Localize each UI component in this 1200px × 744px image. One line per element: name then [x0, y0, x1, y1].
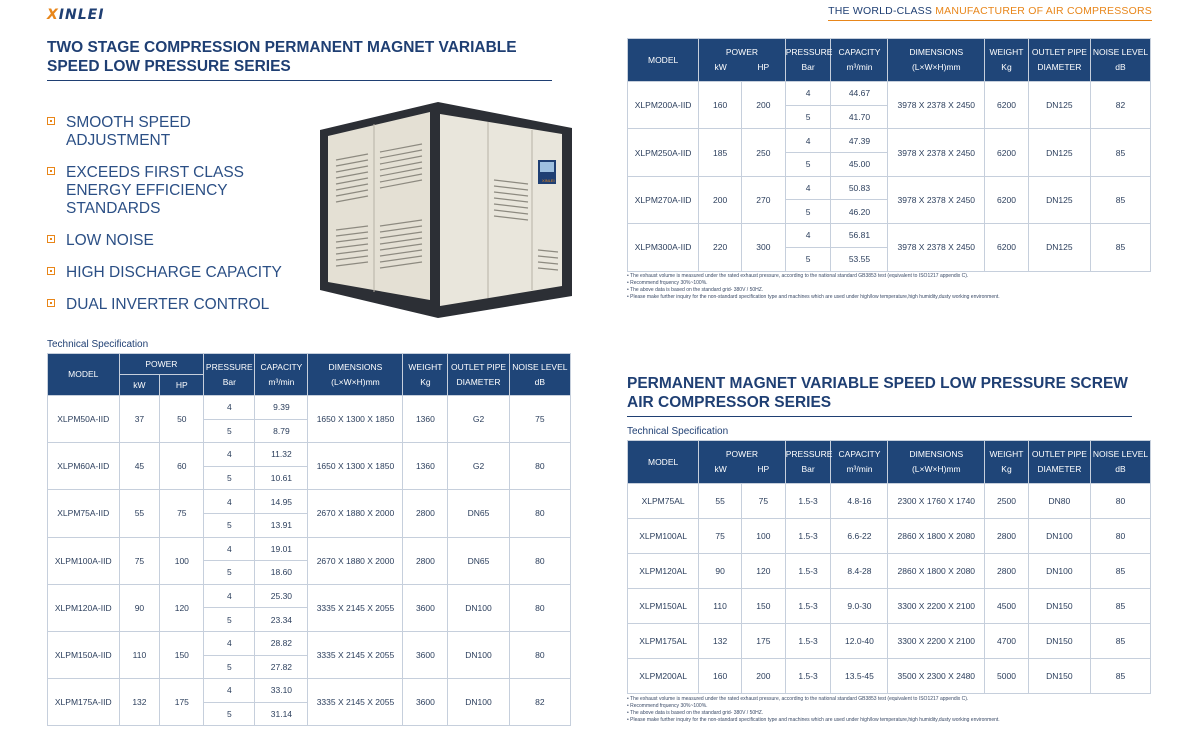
capacity-cell: 47.39	[831, 129, 888, 153]
noise-cell: 82	[1090, 82, 1150, 129]
outlet-cell: DN125	[1028, 82, 1090, 129]
col-model: MODEL	[628, 39, 699, 82]
hp-cell: 175	[160, 679, 204, 726]
noise-cell: 80	[509, 631, 570, 678]
hp-cell: 200	[741, 82, 785, 129]
capacity-cell: 11.32	[255, 443, 308, 467]
col-weight: WEIGHT Kg	[403, 354, 448, 396]
dimensions-cell: 2670 X 1880 X 2000	[308, 537, 403, 584]
table-row	[628, 589, 1151, 624]
pressure-cell: 5	[204, 608, 255, 632]
pressure-cell: 4	[785, 224, 831, 248]
noise-cell: 85	[1090, 624, 1150, 659]
model-cell: XLPM200A-IID	[628, 82, 699, 129]
noise-cell: 85	[1090, 659, 1150, 694]
pressure-cell: 5	[785, 247, 831, 271]
hp-cell: 150	[160, 631, 204, 678]
hp-cell: 200	[741, 659, 785, 694]
col-noise: NOISE LEVEL dB	[1090, 441, 1150, 484]
noise-cell: 85	[1090, 554, 1150, 589]
pressure-cell: 5	[204, 466, 255, 490]
pressure-cell: 5	[785, 153, 831, 177]
model-cell: XLPM175A-IID	[48, 679, 120, 726]
feature-item: LOW NOISE	[47, 232, 297, 250]
hp-cell: 300	[741, 224, 785, 271]
capacity-cell: 6.6-22	[831, 519, 888, 554]
col-pressure: PRESSURE Bar	[785, 441, 831, 484]
capacity-cell: 33.10	[255, 679, 308, 703]
weight-cell: 6200	[985, 176, 1029, 223]
noise-cell: 85	[1090, 176, 1150, 223]
col-power: POWER kW HP	[699, 441, 785, 484]
hp-cell: 50	[160, 396, 204, 443]
dims-cell: 2860 X 1800 X 2080	[888, 519, 985, 554]
capacity-cell: 14.95	[255, 490, 308, 514]
dimensions-cell: 3335 X 2145 X 2055	[308, 584, 403, 631]
dimensions-cell: 1650 X 1300 X 1850	[308, 443, 403, 490]
weight-cell: 2800	[985, 519, 1029, 554]
section1-title: TWO STAGE COMPRESSION PERMANENT MAGNET VARIABLE SPEED LOW PRESSURE SERIES	[47, 38, 552, 81]
model-cell: XLPM270A-IID	[628, 176, 699, 223]
pressure-cell: 1.5-3	[785, 554, 831, 589]
capacity-cell: 19.01	[255, 537, 308, 561]
dimensions-cell: 1650 X 1300 X 1850	[308, 396, 403, 443]
weight-cell: 2800	[403, 490, 448, 537]
section2-title: PERMANENT MAGNET VARIABLE SPEED LOW PRESSURE SCREW AIR COMPRESSOR SERIES	[627, 374, 1132, 417]
dims-cell: 2300 X 1760 X 1740	[888, 484, 985, 519]
pressure-cell: 4	[785, 176, 831, 200]
weight-cell: 6200	[985, 82, 1029, 129]
dimensions-cell: 3335 X 2145 X 2055	[308, 631, 403, 678]
noise-cell: 75	[509, 396, 570, 443]
hp-cell: 250	[741, 129, 785, 176]
capacity-cell: 41.70	[831, 105, 888, 129]
table-row	[48, 443, 571, 467]
noise-cell: 80	[509, 490, 570, 537]
col-model: MODEL	[48, 354, 120, 396]
pressure-cell: 4	[785, 129, 831, 153]
kw-cell: 45	[119, 443, 160, 490]
hp-cell: 120	[160, 584, 204, 631]
weight-cell: 4500	[985, 589, 1029, 624]
col-capacity: CAPACITY m³/min	[255, 354, 308, 396]
svg-text:XINLEI: XINLEI	[542, 178, 555, 183]
table-row	[628, 554, 1151, 589]
capacity-cell: 18.60	[255, 561, 308, 585]
col-hp: HP	[160, 375, 204, 396]
hp-cell: 75	[741, 484, 785, 519]
table-row	[48, 631, 571, 655]
col-capacity: CAPACITY m³/min	[831, 441, 888, 484]
dims-cell: 3300 X 2200 X 2100	[888, 589, 985, 624]
col-noise: NOISE LEVEL dB	[1090, 39, 1150, 82]
feature-item: HIGH DISCHARGE CAPACITY	[47, 264, 297, 282]
col-model: MODEL	[628, 441, 699, 484]
col-outlet: OUTLET PIPE DIAMETER	[1028, 39, 1090, 82]
outlet-cell: DN100	[448, 679, 509, 726]
bullet-icon	[47, 167, 55, 175]
col-power: POWER	[119, 354, 204, 375]
feature-list	[47, 110, 297, 314]
weight-cell: 2800	[403, 537, 448, 584]
outlet-cell: DN125	[1028, 129, 1090, 176]
pressure-cell: 1.5-3	[785, 519, 831, 554]
table-row	[48, 679, 571, 703]
dimensions-cell: 3978 X 2378 X 2450	[888, 176, 985, 223]
capacity-cell: 9.0-30	[831, 589, 888, 624]
outlet-cell: DN80	[1028, 484, 1090, 519]
dimensions-cell: 3335 X 2145 X 2055	[308, 679, 403, 726]
col-outlet: OUTLET PIPE DIAMETER	[1028, 441, 1090, 484]
outlet-cell: DN125	[1028, 224, 1090, 271]
capacity-cell: 9.39	[255, 396, 308, 420]
noise-cell: 80	[1090, 484, 1150, 519]
model-cell: XLPM120AL	[628, 554, 699, 589]
kw-cell: 90	[699, 554, 742, 589]
pressure-cell: 5	[204, 702, 255, 726]
hp-cell: 100	[741, 519, 785, 554]
weight-cell: 3600	[403, 679, 448, 726]
pressure-cell: 5	[204, 513, 255, 537]
hp-cell: 120	[741, 554, 785, 589]
spec-table-two-stage-large	[627, 38, 1151, 272]
kw-cell: 160	[699, 659, 742, 694]
kw-cell: 185	[699, 129, 742, 176]
hp-cell: 150	[741, 589, 785, 624]
bullet-icon	[47, 267, 55, 275]
noise-cell: 80	[1090, 519, 1150, 554]
pressure-cell: 4	[785, 82, 831, 106]
pressure-cell: 1.5-3	[785, 484, 831, 519]
col-pressure: PRESSURE Bar	[785, 39, 831, 82]
outlet-cell: DN65	[448, 537, 509, 584]
model-cell: XLPM150AL	[628, 589, 699, 624]
pressure-cell: 5	[785, 105, 831, 129]
outlet-cell: DN150	[1028, 624, 1090, 659]
outlet-cell: DN125	[1028, 176, 1090, 223]
weight-cell: 5000	[985, 659, 1029, 694]
weight-cell: 3600	[403, 584, 448, 631]
col-outlet: OUTLET PIPE DIAMETER	[448, 354, 509, 396]
weight-cell: 2800	[985, 554, 1029, 589]
bullet-icon	[47, 299, 55, 307]
pressure-cell: 1.5-3	[785, 624, 831, 659]
col-weight: WEIGHT Kg	[985, 39, 1029, 82]
outlet-cell: DN100	[1028, 519, 1090, 554]
outlet-cell: DN100	[448, 631, 509, 678]
weight-cell: 6200	[985, 129, 1029, 176]
noise-cell: 85	[1090, 589, 1150, 624]
capacity-cell: 28.82	[255, 631, 308, 655]
notes-bottom: • The exhaust volume is measured under the rated exhaust pressure, according to the national standard GB3853 test (equivalent to ISO1217 appendix C). • Recommend frquency 30%~100%. • The above data is based on the standard grid- 380V / 50HZ. • Please make further inquiry for the non-standard specification type and machines which are used under high/low temperature,high humidity,dusty working environment.	[627, 696, 1000, 723]
table-row	[628, 82, 1151, 106]
model-cell: XLPM50A-IID	[48, 396, 120, 443]
noise-cell: 80	[509, 537, 570, 584]
dimensions-cell: 3978 X 2378 X 2450	[888, 129, 985, 176]
model-cell: XLPM60A-IID	[48, 443, 120, 490]
kw-cell: 55	[699, 484, 742, 519]
table-row	[48, 396, 571, 420]
table-row	[628, 624, 1151, 659]
capacity-cell: 46.20	[831, 200, 888, 224]
noise-cell: 80	[509, 443, 570, 490]
feature-item: SMOOTH SPEED ADJUSTMENT	[47, 114, 297, 150]
weight-cell: 2500	[985, 484, 1029, 519]
capacity-cell: 56.81	[831, 224, 888, 248]
table-row	[48, 537, 571, 561]
capacity-cell: 31.14	[255, 702, 308, 726]
weight-cell: 4700	[985, 624, 1029, 659]
capacity-cell: 44.67	[831, 82, 888, 106]
kw-cell: 75	[119, 537, 160, 584]
model-cell: XLPM100AL	[628, 519, 699, 554]
capacity-cell: 27.82	[255, 655, 308, 679]
table-row	[48, 584, 571, 608]
kw-cell: 55	[119, 490, 160, 537]
capacity-cell: 53.55	[831, 247, 888, 271]
hp-cell: 100	[160, 537, 204, 584]
tagline: THE WORLD-CLASS MANUFACTURER OF AIR COMPRESSORS	[828, 5, 1152, 21]
capacity-cell: 10.61	[255, 466, 308, 490]
hp-cell: 75	[160, 490, 204, 537]
weight-cell: 1360	[403, 443, 448, 490]
outlet-cell: DN150	[1028, 589, 1090, 624]
weight-cell: 3600	[403, 631, 448, 678]
capacity-cell: 13.5-45	[831, 659, 888, 694]
capacity-cell: 25.30	[255, 584, 308, 608]
capacity-cell: 13.91	[255, 513, 308, 537]
dimensions-cell: 3978 X 2378 X 2450	[888, 82, 985, 129]
col-capacity: CAPACITY m³/min	[831, 39, 888, 82]
pressure-cell: 4	[204, 490, 255, 514]
kw-cell: 110	[119, 631, 160, 678]
kw-cell: 132	[119, 679, 160, 726]
hp-cell: 175	[741, 624, 785, 659]
noise-cell: 85	[1090, 224, 1150, 271]
hp-cell: 60	[160, 443, 204, 490]
model-cell: XLPM300A-IID	[628, 224, 699, 271]
model-cell: XLPM75A-IID	[48, 490, 120, 537]
model-cell: XLPM250A-IID	[628, 129, 699, 176]
kw-cell: 132	[699, 624, 742, 659]
pressure-cell: 4	[204, 537, 255, 561]
weight-cell: 6200	[985, 224, 1029, 271]
outlet-cell: DN100	[1028, 554, 1090, 589]
pressure-cell: 5	[204, 655, 255, 679]
pressure-cell: 5	[204, 561, 255, 585]
col-dimensions: DIMENSIONS (L×W×H)mm	[888, 39, 985, 82]
dimensions-cell: 2670 X 1880 X 2000	[308, 490, 403, 537]
table-row	[628, 176, 1151, 200]
table-row	[628, 659, 1151, 694]
capacity-cell: 23.34	[255, 608, 308, 632]
hp-cell: 270	[741, 176, 785, 223]
model-cell: XLPM120A-IID	[48, 584, 120, 631]
spec-label-right: Technical Specification	[627, 426, 729, 437]
outlet-cell: DN100	[448, 584, 509, 631]
capacity-cell: 4.8-16	[831, 484, 888, 519]
model-cell: XLPM150A-IID	[48, 631, 120, 678]
table-row	[628, 129, 1151, 153]
spec-label-left: Technical Specification	[47, 339, 149, 350]
kw-cell: 110	[699, 589, 742, 624]
model-cell: XLPM75AL	[628, 484, 699, 519]
feature-item: DUAL INVERTER CONTROL	[47, 296, 297, 314]
model-cell: XLPM100A-IID	[48, 537, 120, 584]
kw-cell: 220	[699, 224, 742, 271]
pressure-cell: 5	[204, 419, 255, 443]
brand-logo: XINLEI	[47, 7, 105, 23]
dims-cell: 2860 X 1800 X 2080	[888, 554, 985, 589]
col-dimensions: DIMENSIONS (L×W×H)mm	[308, 354, 403, 396]
kw-cell: 75	[699, 519, 742, 554]
noise-cell: 82	[509, 679, 570, 726]
capacity-cell: 50.83	[831, 176, 888, 200]
capacity-cell: 8.79	[255, 419, 308, 443]
kw-cell: 200	[699, 176, 742, 223]
outlet-cell: DN150	[1028, 659, 1090, 694]
kw-cell: 37	[119, 396, 160, 443]
model-cell: XLPM175AL	[628, 624, 699, 659]
table-row	[628, 224, 1151, 248]
dims-cell: 3500 X 2300 X 2480	[888, 659, 985, 694]
weight-cell: 1360	[403, 396, 448, 443]
model-cell: XLPM200AL	[628, 659, 699, 694]
col-kw: kW	[119, 375, 160, 396]
pressure-cell: 1.5-3	[785, 589, 831, 624]
feature-item: EXCEEDS FIRST CLASS ENERGY EFFICIENCY STANDARDS	[47, 164, 297, 218]
col-noise: NOISE LEVEL dB	[509, 354, 570, 396]
outlet-cell: G2	[448, 396, 509, 443]
capacity-cell: 8.4-28	[831, 554, 888, 589]
capacity-cell: 12.0-40	[831, 624, 888, 659]
col-dimensions: DIMENSIONS (L×W×H)mm	[888, 441, 985, 484]
pressure-cell: 4	[204, 679, 255, 703]
spec-table-two-stage-small	[47, 353, 571, 726]
compressor-image	[318, 100, 574, 320]
pressure-cell: 4	[204, 631, 255, 655]
kw-cell: 90	[119, 584, 160, 631]
bullet-icon	[47, 235, 55, 243]
col-power: POWER kW HP	[699, 39, 785, 82]
capacity-cell: 45.00	[831, 153, 888, 177]
noise-cell: 80	[509, 584, 570, 631]
noise-cell: 85	[1090, 129, 1150, 176]
outlet-cell: DN65	[448, 490, 509, 537]
pressure-cell: 4	[204, 443, 255, 467]
kw-cell: 160	[699, 82, 742, 129]
pressure-cell: 1.5-3	[785, 659, 831, 694]
notes-top: • The exhaust volume is measured under the rated exhaust pressure, according to the national standard GB3853 test (equivalent to ISO1217 appendix C). • Recommend frquency 30%~100%. • The above data is based on the standard grid- 380V / 50HZ. • Please make further inquiry for the non-standard specification type and machines which are used under high/low temperature,high humidity,dusty working environment.	[627, 273, 1000, 300]
table-row	[628, 519, 1151, 554]
pressure-cell: 4	[204, 396, 255, 420]
dims-cell: 3300 X 2200 X 2100	[888, 624, 985, 659]
outlet-cell: G2	[448, 443, 509, 490]
pressure-cell: 4	[204, 584, 255, 608]
bullet-icon	[47, 117, 55, 125]
dimensions-cell: 3978 X 2378 X 2450	[888, 224, 985, 271]
col-pressure: PRESSURE Bar	[204, 354, 255, 396]
table-row	[48, 490, 571, 514]
table-row	[628, 484, 1151, 519]
pressure-cell: 5	[785, 200, 831, 224]
col-weight: WEIGHT Kg	[985, 441, 1029, 484]
spec-table-low-pressure	[627, 440, 1151, 694]
